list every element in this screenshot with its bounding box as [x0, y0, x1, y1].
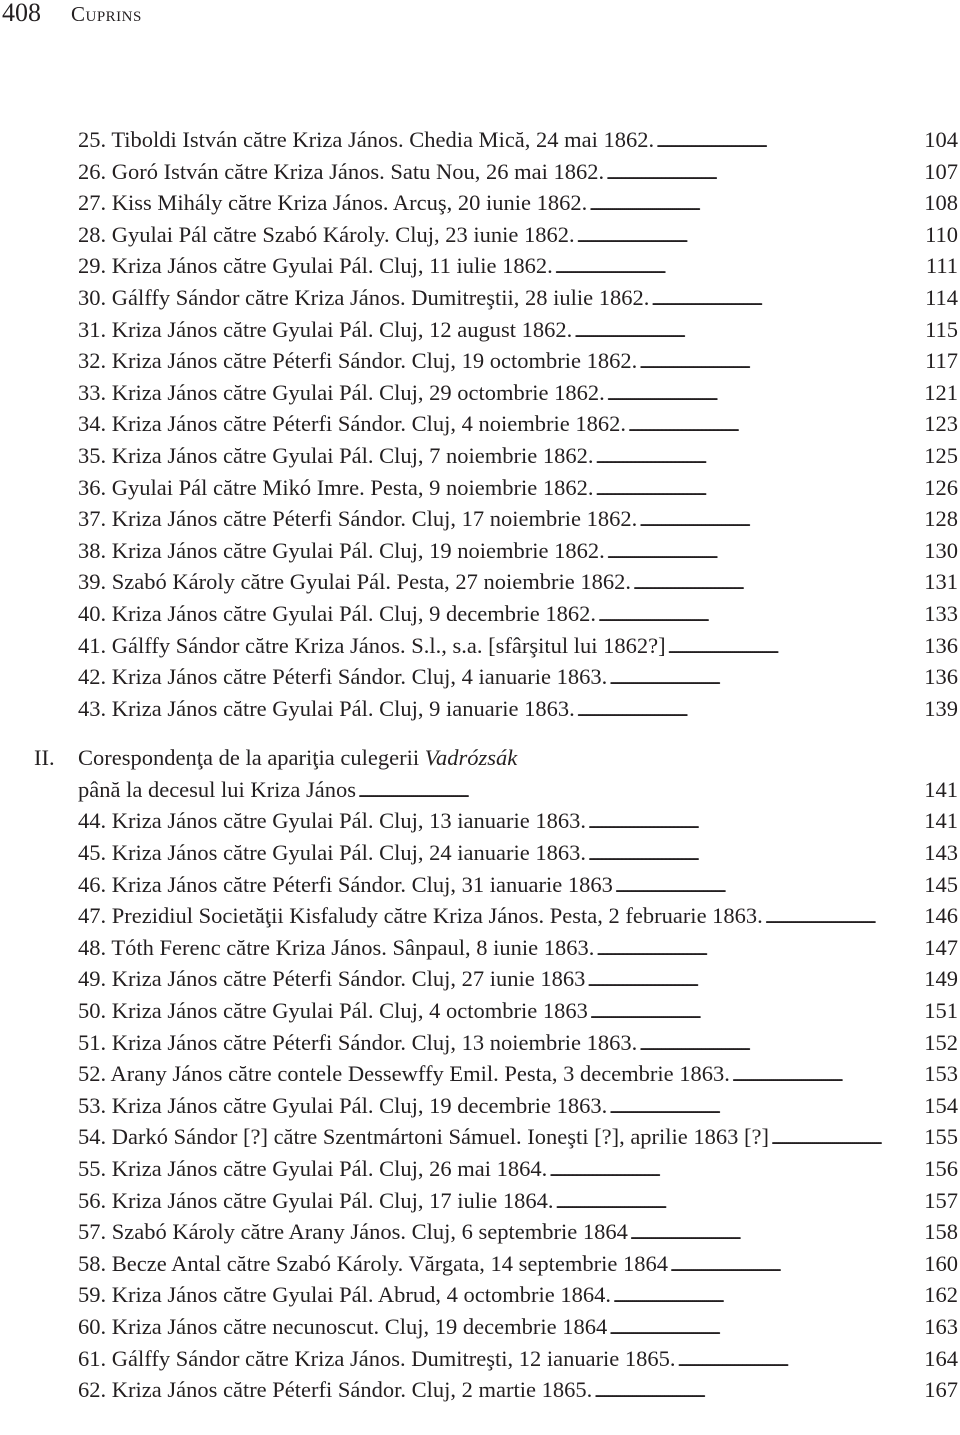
toc-entry-page: 149 [924, 966, 958, 992]
dot-leader [656, 124, 922, 159]
dot-leader [607, 377, 922, 412]
toc-entry[interactable] [78, 1374, 958, 1406]
dot-leader [606, 156, 922, 191]
toc-entry-title: 35. Kriza János către Gyulai Pál. Cluj, 7 noiembrie 1862. [78, 442, 594, 468]
toc-entry-page: 136 [924, 632, 958, 658]
toc-entry-page: 167 [924, 1377, 958, 1403]
toc-entry[interactable] [78, 1027, 958, 1059]
toc-entry[interactable] [78, 156, 958, 188]
dot-leader [556, 1185, 923, 1220]
toc-entry[interactable] [78, 963, 958, 995]
toc-entry-page: 164 [924, 1345, 958, 1371]
toc-entry-page: 123 [924, 411, 958, 437]
toc-entry-title: până la decesul lui Kriza János [78, 776, 357, 802]
dot-leader [589, 187, 922, 222]
dot-leader [633, 566, 922, 601]
toc-entry[interactable] [78, 345, 958, 377]
toc-entry[interactable] [78, 535, 958, 567]
toc-entry-title: 31. Kriza János către Gyulai Pál. Cluj, 12 august 1862. [78, 316, 573, 342]
page-header [0, 0, 142, 32]
toc-entry[interactable] [78, 630, 958, 662]
dot-leader [574, 314, 923, 349]
toc-entry-page: 163 [924, 1313, 958, 1339]
toc-entry-title: 50. Kriza János către Gyulai Pál. Cluj, 4 octombrie 1863 [78, 998, 588, 1024]
section-title-line2[interactable] [78, 774, 958, 806]
toc-entry-title: 29. Kriza János către Gyulai Pál. Cluj, 11 iulie 1862. [78, 253, 553, 279]
dot-leader [628, 408, 922, 443]
toc-entry[interactable] [78, 377, 958, 409]
dot-leader [596, 440, 923, 475]
toc-entry[interactable] [78, 1121, 958, 1153]
toc-entry-title: 57. Szabó Károly către Arany János. Cluj, 6 septembrie 1864 [78, 1219, 628, 1245]
toc-entry-title: 42. Kriza János către Péterfi Sándor. Cluj, 4 ianuarie 1863. [78, 664, 608, 690]
toc-entry[interactable] [78, 282, 958, 314]
dot-leader [596, 932, 922, 967]
toc-entry-title: 56. Kriza János către Gyulai Pál. Cluj, 17 iulie 1864. [78, 1187, 554, 1213]
toc-entry-title: 62. Kriza János către Péterfi Sándor. Cluj, 2 martie 1865. [78, 1377, 593, 1403]
toc-entry-title: 27. Kiss Mihály către Kriza János. Arcuş, 20 iunie 1862. [78, 190, 588, 216]
dot-leader [577, 219, 924, 254]
toc-entry[interactable] [78, 1153, 958, 1185]
toc-entry-page: 143 [924, 840, 958, 866]
toc-entry-page: 147 [924, 934, 958, 960]
dot-leader [555, 250, 924, 285]
dot-leader [609, 661, 922, 696]
toc-entry[interactable] [78, 995, 958, 1027]
toc-entry[interactable] [78, 805, 958, 837]
toc-entry-title: 48. Tóth Ferenc către Kriza János. Sânpaul, 8 iunie 1863. [78, 934, 595, 960]
toc-entry-page: 139 [924, 695, 958, 721]
dot-leader [609, 1090, 922, 1125]
toc-group-2 [78, 805, 958, 1405]
dot-leader [670, 1248, 922, 1283]
dot-leader [588, 805, 922, 840]
toc-entry[interactable] [78, 250, 958, 282]
toc-entry-page: 121 [924, 379, 958, 405]
toc-entry-title: 43. Kriza János către Gyulai Pál. Cluj, 9 ianuarie 1863. [78, 695, 575, 721]
toc-entry-page: 131 [924, 569, 958, 595]
toc-entry-page: 108 [924, 190, 958, 216]
toc-entry-page: 162 [924, 1282, 958, 1308]
toc-entry-page: 154 [924, 1092, 958, 1118]
dot-leader [358, 774, 922, 809]
dot-leader [594, 1374, 922, 1409]
toc-entry[interactable] [78, 900, 958, 932]
toc-entry[interactable] [78, 869, 958, 901]
toc-entry-title: 25. Tiboldi István către Kriza János. Chedia Mică, 24 mai 1862. [78, 127, 655, 152]
toc-entry-title: 44. Kriza János către Gyulai Pál. Cluj, 13 ianuarie 1863. [78, 808, 586, 834]
dot-leader [732, 1058, 922, 1093]
toc-entry-title: 30. Gálffy Sándor către Kriza János. Dumitreştii, 28 iulie 1862. [78, 284, 650, 310]
toc-entry[interactable] [78, 503, 958, 535]
dot-leader [771, 1121, 922, 1156]
toc-entry[interactable] [78, 1343, 958, 1375]
toc-entry-page: 117 [925, 348, 958, 374]
toc-entry-page: 128 [924, 506, 958, 532]
toc-entry-title: 53. Kriza János către Gyulai Pál. Cluj, 19 decembrie 1863. [78, 1092, 608, 1118]
toc-entry-page: 115 [925, 316, 958, 342]
toc-entry[interactable] [78, 1216, 958, 1248]
section-title-text: Corespondenţa de la apariţia culegerii [78, 745, 425, 771]
toc-entry[interactable] [78, 1058, 958, 1090]
toc-entry-title: 46. Kriza János către Péterfi Sándor. Cluj, 31 ianuarie 1863 [78, 871, 613, 897]
dot-leader [577, 693, 923, 728]
toc-entry-title: 61. Gálffy Sándor către Kriza János. Dumitreşti, 12 ianuarie 1865. [78, 1345, 676, 1371]
toc-entry[interactable] [78, 1185, 958, 1217]
toc-entry-page: 126 [924, 474, 958, 500]
dot-leader [607, 535, 922, 570]
toc-entry-page: 130 [924, 537, 958, 563]
toc-entry[interactable] [78, 408, 958, 440]
toc-entry-page: 155 [924, 1124, 958, 1150]
toc-entry-page: 152 [924, 1029, 958, 1055]
dot-leader [668, 630, 923, 665]
toc-entry[interactable] [78, 932, 958, 964]
toc-entry-title: 49. Kriza János către Péterfi Sándor. Cluj, 27 iunie 1863 [78, 966, 586, 992]
toc-entry[interactable] [78, 1311, 958, 1343]
dot-leader [630, 1216, 922, 1251]
toc-entry-page: 153 [924, 1061, 958, 1087]
toc-entry-page: 136 [924, 664, 958, 690]
toc-entry[interactable] [78, 472, 958, 504]
toc-entry-title: 38. Kriza János către Gyulai Pál. Cluj, 19 noiembrie 1862. [78, 537, 605, 563]
toc-entry-title: 47. Prezidiul Societăţii Kisfaludy către Kriza János. Pesta, 2 februarie 1863. [78, 903, 763, 929]
toc-entry-title: 59. Kriza János către Gyulai Pál. Abrud, 4 octombrie 1864. [78, 1282, 612, 1308]
dot-leader [613, 1279, 922, 1314]
toc-entry-title: 28. Gyulai Pál către Szabó Károly. Cluj, 23 iunie 1862. [78, 221, 575, 247]
toc-entry-page: 107 [924, 158, 958, 184]
section-title-italic: Vadrózsák [424, 745, 518, 771]
toc-entry-page: 145 [924, 871, 958, 897]
toc-entry[interactable] [78, 124, 958, 156]
toc-entry[interactable] [78, 693, 958, 725]
toc-entry-title: 41. Gálffy Sándor către Kriza János. S.l., s.a. [sfârşitul lui 1862?] [78, 632, 666, 658]
dot-leader [609, 1311, 922, 1346]
dot-leader [598, 598, 922, 633]
toc-entry-title: 36. Gyulai Pál către Mikó Imre. Pesta, 9 noiembrie 1862. [78, 474, 594, 500]
toc-entry-title: 40. Kriza János către Gyulai Pál. Cluj, 9 decembrie 1862. [78, 600, 596, 626]
dot-leader [615, 869, 922, 904]
toc-entry-title: 45. Kriza János către Gyulai Pál. Cluj, 24 ianuarie 1863. [78, 840, 586, 866]
toc-entry-title: 51. Kriza János către Péterfi Sándor. Cluj, 13 noiembrie 1863. [78, 1029, 638, 1055]
dot-leader [639, 345, 923, 380]
dot-leader [588, 837, 922, 872]
toc-entry[interactable] [78, 219, 958, 251]
toc-entry[interactable] [78, 1248, 958, 1280]
toc-entry[interactable] [78, 440, 958, 472]
toc-entry-title: 26. Goró István către Kriza János. Satu Nou, 26 mai 1862. [78, 158, 605, 184]
dot-leader [596, 472, 923, 507]
toc-entry-title: 54. Darkó Sándor [?] către Szentmártoni Sámuel. Ioneşti [?], aprilie 1863 [?] [78, 1124, 770, 1150]
toc-entry-page: 157 [924, 1187, 958, 1213]
section-numeral: II. [34, 745, 55, 771]
dot-leader [587, 963, 922, 998]
toc-entry-title: 32. Kriza János către Péterfi Sándor. Cluj, 19 octombrie 1862. [78, 348, 638, 374]
toc-entry-page: 146 [924, 903, 958, 929]
toc-entry-page: 158 [924, 1219, 958, 1245]
section-heading [34, 742, 958, 774]
toc-entry[interactable] [78, 837, 958, 869]
section-title-line1 [78, 742, 517, 774]
toc-entry-title: 55. Kriza János către Gyulai Pál. Cluj, 26 mai 1864. [78, 1156, 548, 1181]
toc-entry-title: 39. Szabó Károly către Gyulai Pál. Pesta, 27 noiembrie 1862. [78, 569, 631, 595]
toc-entry[interactable] [78, 598, 958, 630]
dot-leader [678, 1343, 923, 1378]
toc-entry-title: 60. Kriza János către necunoscut. Cluj, 19 decembrie 1864 [78, 1313, 608, 1339]
toc-entry-page: 114 [925, 284, 958, 310]
toc-entry[interactable] [78, 1090, 958, 1122]
toc-entry-title: 58. Becze Antal către Szabó Károly. Vărgata, 14 septembrie 1864 [78, 1250, 669, 1276]
toc-entry-page: 111 [925, 253, 958, 279]
dot-leader [639, 1027, 922, 1062]
running-head: Cuprins [71, 2, 142, 26]
dot-leader [651, 282, 923, 317]
toc-section-2 [34, 742, 958, 1405]
toc-entry-page: 151 [924, 998, 958, 1024]
toc-entry-page: 110 [925, 221, 958, 247]
toc-entry[interactable] [78, 1279, 958, 1311]
toc-entry-page: 133 [924, 600, 958, 626]
toc-entry-title: 52. Arany János către contele Dessewffy Emil. Pesta, 3 decembrie 1863. [78, 1061, 730, 1087]
toc-entry-title: 37. Kriza János către Péterfi Sándor. Cluj, 17 noiembrie 1862. [78, 506, 638, 532]
toc-entry-page: 141 [924, 808, 958, 834]
dot-leader [590, 995, 922, 1030]
toc-entry[interactable] [78, 661, 958, 693]
dot-leader [549, 1153, 922, 1188]
toc-entry-title: 33. Kriza János către Gyulai Pál. Cluj, 29 octombrie 1862. [78, 379, 605, 405]
toc-group-1 [78, 124, 958, 724]
toc-entry[interactable] [78, 314, 958, 346]
toc-entry-page: 156 [924, 1156, 958, 1181]
toc-entry-title: 34. Kriza János către Péterfi Sándor. Cluj, 4 noiembrie 1862. [78, 411, 626, 437]
toc-entry[interactable] [78, 187, 958, 219]
toc-entry-page: 141 [924, 776, 958, 802]
dot-leader [765, 900, 922, 935]
page-number: 408 [2, 0, 41, 27]
toc-entry-page: 125 [924, 442, 958, 468]
dot-leader [639, 503, 922, 538]
toc-entry-page: 104 [924, 127, 958, 152]
toc-entry[interactable] [78, 566, 958, 598]
table-of-contents [34, 124, 958, 1406]
toc-entry-page: 160 [924, 1250, 958, 1276]
